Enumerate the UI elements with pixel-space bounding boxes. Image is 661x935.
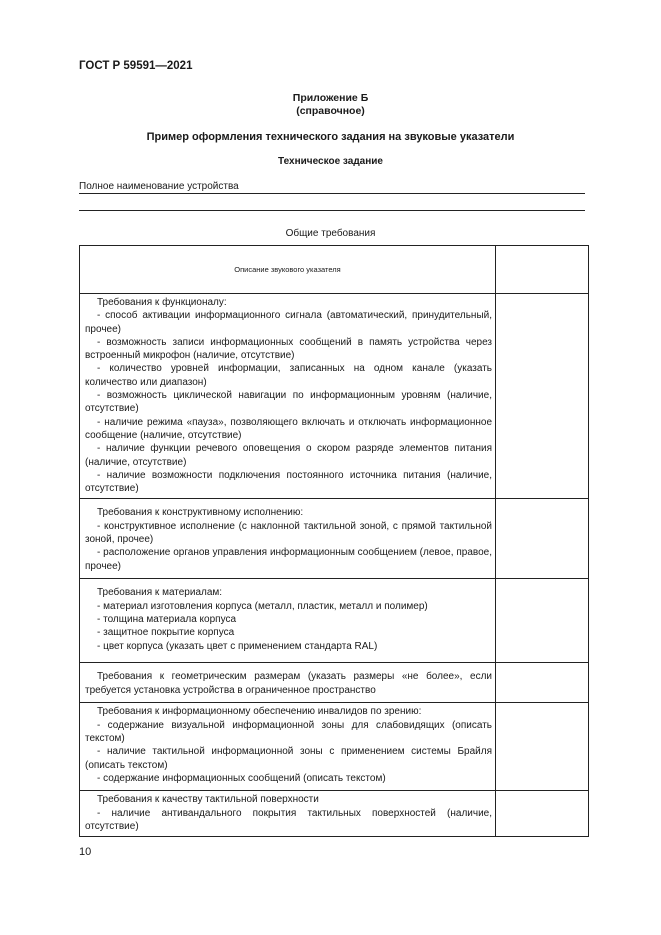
- requirement-line: - наличие тактильной информационной зоны с применением системы Брайля (описать текстом): [85, 746, 492, 771]
- requirement-cell: [80, 294, 495, 498]
- requirement-line: Требования к функционалу:: [97, 297, 227, 308]
- sub-title: Техническое задание: [278, 156, 383, 167]
- appendix-note: (справочное): [296, 105, 365, 117]
- requirement-cell: [80, 499, 495, 575]
- requirement-line: - способ активации информационного сигнала (автоматический, принудительный, прочее): [85, 310, 492, 335]
- document-code: ГОСТ Р 59591—2021: [79, 60, 193, 72]
- table-row: [80, 499, 589, 579]
- requirement-line: - цвет корпуса (указать цвет с применением стандарта RAL): [97, 640, 378, 652]
- requirement-line: Требования к качеству тактильной поверхности: [97, 794, 319, 806]
- requirement-cell: [80, 791, 495, 836]
- requirement-line: - возможность записи информационных сообщений в память устройства через встроенный микрофон (наличие, отсутствие): [85, 336, 492, 362]
- section-title: Общие требования: [285, 228, 376, 239]
- table-row: [80, 791, 589, 837]
- requirement-line: Требования к информационному обеспечению инвалидов по зрению:: [97, 706, 422, 718]
- requirement-line: - содержание информационных сообщений (описать текстом): [97, 772, 386, 784]
- table-empty-cell: [496, 294, 589, 499]
- main-title: Пример оформления технического задания на звуковые указатели: [146, 131, 515, 143]
- requirement-line: - наличие режима «пауза», позволяющего включать и отключать информационное сообщение (наличие, отсутствие): [85, 416, 492, 441]
- requirement-line: - конструктивное исполнение (с наклонной тактильной зоной, с прямой тактильной зоной, прочее): [85, 520, 492, 546]
- table-empty-cell: [496, 579, 589, 663]
- table-row: [80, 703, 589, 791]
- table-empty-cell: [496, 703, 589, 791]
- requirement-line: - содержание визуальной информационной зоны для слабовидящих (описать текстом): [85, 719, 492, 745]
- requirement-line: Требования к материалам:: [97, 587, 223, 599]
- table-empty-cell: [496, 499, 589, 579]
- requirement-line: - наличие антивандального покрытия тактильных поверхностей (наличие, отсутствие): [85, 807, 492, 833]
- requirement-line: - наличие возможности подключения постоянного источника питания (наличие, отсутствие): [85, 469, 492, 495]
- fullname-label: Полное наименование устройства: [79, 181, 239, 192]
- table-row: [80, 579, 589, 663]
- requirement-line: - наличие функции речевого оповещения о скором разряде элементов питания (наличие, отсутствие): [85, 443, 492, 468]
- table-header-cell: Описание звукового указателя: [80, 246, 496, 294]
- requirement-line: - материал изготовления корпуса (металл, пластик, металл и полимер): [97, 600, 428, 612]
- requirements-table: [79, 245, 589, 837]
- table-row: [80, 294, 589, 499]
- requirement-line: Требования к геометрическим размерам (указать размеры «не более», если требуется установка устройства в ограниченное пространство: [85, 671, 492, 696]
- page-number: 10: [79, 846, 92, 858]
- requirement-line: - расположение органов управления информационным сообщением (левое, правое, прочее): [85, 547, 492, 572]
- requirement-line: - возможность циклической навигации по информационным уровням (наличие, отсутствие): [85, 390, 492, 415]
- requirement-line: - толщина материала корпуса: [97, 614, 237, 626]
- table-empty-cell: [496, 246, 589, 294]
- appendix-title: Приложение Б: [292, 92, 369, 104]
- requirement-line: - защитное покрытие корпуса: [97, 627, 235, 639]
- requirement-line: Требования к конструктивному исполнению:: [97, 507, 304, 519]
- requirement-cell: [80, 663, 495, 700]
- requirement-cell: [80, 703, 495, 788]
- fill-line: [79, 210, 585, 211]
- table-row: [80, 663, 589, 703]
- requirement-cell: [80, 579, 495, 655]
- requirement-line: - количество уровней информации, записанных на одном канале (указать количество или диапазон): [85, 363, 492, 388]
- table-empty-cell: [496, 791, 589, 837]
- table-empty-cell: [496, 663, 589, 703]
- fill-line: [79, 193, 585, 194]
- table-header-row: [80, 246, 589, 294]
